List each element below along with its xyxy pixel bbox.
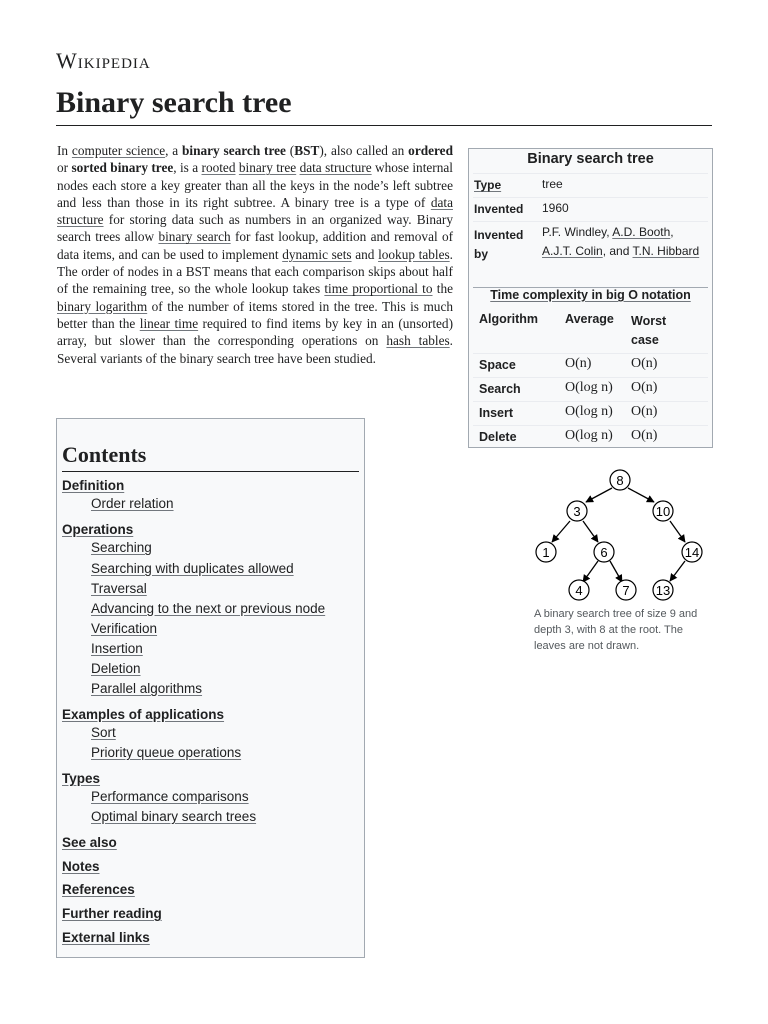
tree-node xyxy=(653,501,673,521)
svg-text:3: 3 xyxy=(573,504,581,519)
op-worst: O(n) xyxy=(631,428,658,443)
op-worst: O(n) xyxy=(631,356,658,371)
toc-item[interactable]: Operations xyxy=(62,522,134,537)
svg-text:4: 4 xyxy=(575,583,583,598)
tree-node xyxy=(569,580,589,600)
toc-subitem[interactable]: Parallel algorithms xyxy=(91,681,203,696)
svg-text:13: 13 xyxy=(655,583,671,598)
toc-item[interactable]: Examples of applications xyxy=(62,707,225,722)
complexity-row xyxy=(473,353,708,376)
title-divider xyxy=(56,125,712,126)
toc-item[interactable]: Types xyxy=(62,771,101,786)
toc-subitem[interactable]: Searching xyxy=(91,540,152,555)
toc-item[interactable]: See also xyxy=(62,835,117,850)
tree-node xyxy=(653,580,673,600)
toc-subitem[interactable]: Verification xyxy=(91,621,158,636)
col-average: Average xyxy=(565,312,614,326)
link-lookup-tables[interactable]: lookup tables xyxy=(378,246,450,262)
op-name: Delete xyxy=(479,430,517,444)
toc-subitem[interactable]: Performance comparisons xyxy=(91,789,249,804)
bold-term-bst: binary search tree xyxy=(182,143,286,158)
svg-text:1: 1 xyxy=(542,545,550,560)
op-average: O(log n) xyxy=(565,380,613,395)
page-title: Binary search tree xyxy=(56,86,292,119)
link-rooted[interactable]: rooted xyxy=(201,160,236,176)
infobox-row-invented-by xyxy=(473,221,708,284)
binary-search-tree-figure[interactable] xyxy=(528,464,712,604)
inventor-hibbard-link[interactable]: T.N. Hibbard xyxy=(632,244,700,258)
complexity-row xyxy=(473,401,708,424)
infobox-row-invented xyxy=(473,197,708,222)
link-dynamic-sets[interactable]: dynamic sets xyxy=(282,246,352,262)
intro-paragraph: In computer science, a binary search tree (BST), also called an ordered or sorted binary tree, is a rooted binary tree data structure whose internal nodes each store a key greater than all the keys in the node’s left subtree and less than those in its right subtree. A binary tree is a type of data structure for storing data such as numbers in an organized way. Binary search trees allow binary search for fast lookup, addition and removal of data items, and can be used to implement dynamic sets and lookup tables. The order of nodes in a BST means that each comparison skips about half of the remaining tree, so the whole lookup takes time proportional to the binary logarithm of the number of items stored in the tree. This is much better than the linear time required to find items by key in an (unsorted) array, but slower than the corresponding operations on hash tables. Several variants of the binary search tree have been studied. xyxy=(57,143,454,366)
col-worst-case: Worst case xyxy=(631,314,667,347)
complexity-header xyxy=(473,287,708,302)
svg-text:6: 6 xyxy=(600,545,608,560)
toc-subitem[interactable]: Deletion xyxy=(91,661,141,676)
infobox-type-value: tree xyxy=(542,177,563,191)
tree-node xyxy=(610,470,630,490)
wikipedia-logo[interactable]: Wikipedia xyxy=(56,48,151,73)
link-binary-tree[interactable]: binary tree xyxy=(238,160,297,176)
infobox-inventors: P.F. Windley, A.D. Booth, A.J.T. Colin, and T.N. Hibbard xyxy=(542,225,700,258)
toc-subitem[interactable]: Advancing to the next or previous node xyxy=(91,601,326,616)
svg-text:7: 7 xyxy=(622,583,630,598)
infobox-invented-value: 1960 xyxy=(542,201,569,215)
inventor-booth-link[interactable]: A.D. Booth xyxy=(612,225,671,239)
infobox-invented-by-label: Invented by xyxy=(474,228,524,261)
complexity-header-link[interactable]: Time complexity in big O notation xyxy=(490,288,691,302)
link-hash-tables[interactable]: hash tables xyxy=(386,333,450,349)
toc-item[interactable]: Notes xyxy=(62,859,100,874)
inventor-colin-link[interactable]: A.J.T. Colin xyxy=(542,244,603,258)
figure-caption: A binary search tree of size 9 and depth 3, with 8 at the root. The leaves are not drawn. xyxy=(534,608,698,652)
link-binary-logarithm[interactable]: binary logarithm xyxy=(57,298,148,314)
bold-term-abbr: BST xyxy=(294,143,320,158)
tree-node xyxy=(682,542,702,562)
op-average: O(n) xyxy=(565,356,592,371)
infobox-type-label[interactable]: Type xyxy=(474,178,502,192)
toc-subitem[interactable]: Insertion xyxy=(91,641,143,656)
infobox-invented-label: Invented xyxy=(474,202,524,216)
link-time-proportional[interactable]: time proportional to xyxy=(324,281,433,297)
tree-node xyxy=(594,542,614,562)
link-binary-search[interactable]: binary search xyxy=(158,229,231,245)
toc-subitem[interactable]: Sort xyxy=(91,725,116,740)
tree-node xyxy=(616,580,636,600)
toc-title: Contents xyxy=(62,442,147,467)
toc-divider xyxy=(62,471,359,472)
complexity-row xyxy=(473,425,708,448)
bold-term-sorted: sorted binary tree xyxy=(71,160,174,176)
toc-subitem[interactable]: Order relation xyxy=(91,496,174,511)
op-average: O(log n) xyxy=(565,404,613,419)
inventor-windley: P.F. Windley xyxy=(542,225,607,239)
toc-item[interactable]: Further reading xyxy=(62,906,162,921)
toc-subitem[interactable]: Optimal binary search trees xyxy=(91,809,257,824)
infobox xyxy=(468,148,713,448)
toc-subitem[interactable]: Priority queue operations xyxy=(91,745,242,760)
svg-text:8: 8 xyxy=(616,473,624,488)
link-data-structure-2[interactable]: data structure xyxy=(57,194,453,228)
svg-text:10: 10 xyxy=(655,504,671,519)
op-average: O(log n) xyxy=(565,428,613,443)
tree-node xyxy=(536,542,556,562)
tree-node xyxy=(567,501,587,521)
complexity-header-row xyxy=(473,310,708,348)
col-algorithm: Algorithm xyxy=(479,312,539,326)
toc-subitem[interactable]: Traversal xyxy=(91,581,147,596)
op-worst: O(n) xyxy=(631,404,658,419)
bold-term-ordered: ordered xyxy=(408,143,453,158)
op-worst: O(n) xyxy=(631,380,658,395)
table-of-contents xyxy=(56,418,365,958)
op-name: Insert xyxy=(479,406,514,420)
infobox-row-type xyxy=(473,173,708,198)
link-computer-science[interactable]: computer science xyxy=(71,143,166,158)
complexity-row xyxy=(473,377,708,400)
svg-text:14: 14 xyxy=(684,545,700,560)
infobox-caption: Binary search tree xyxy=(527,151,654,167)
link-data-structure[interactable]: data structure xyxy=(299,160,372,176)
toc-item[interactable]: Definition xyxy=(62,478,125,493)
toc-item[interactable]: External links xyxy=(62,930,150,945)
op-name: Search xyxy=(479,382,521,396)
op-name: Space xyxy=(479,358,516,372)
link-linear-time[interactable]: linear time xyxy=(139,315,199,331)
toc-subitem[interactable]: Searching with duplicates allowed xyxy=(91,561,294,576)
toc-item[interactable]: References xyxy=(62,882,135,897)
